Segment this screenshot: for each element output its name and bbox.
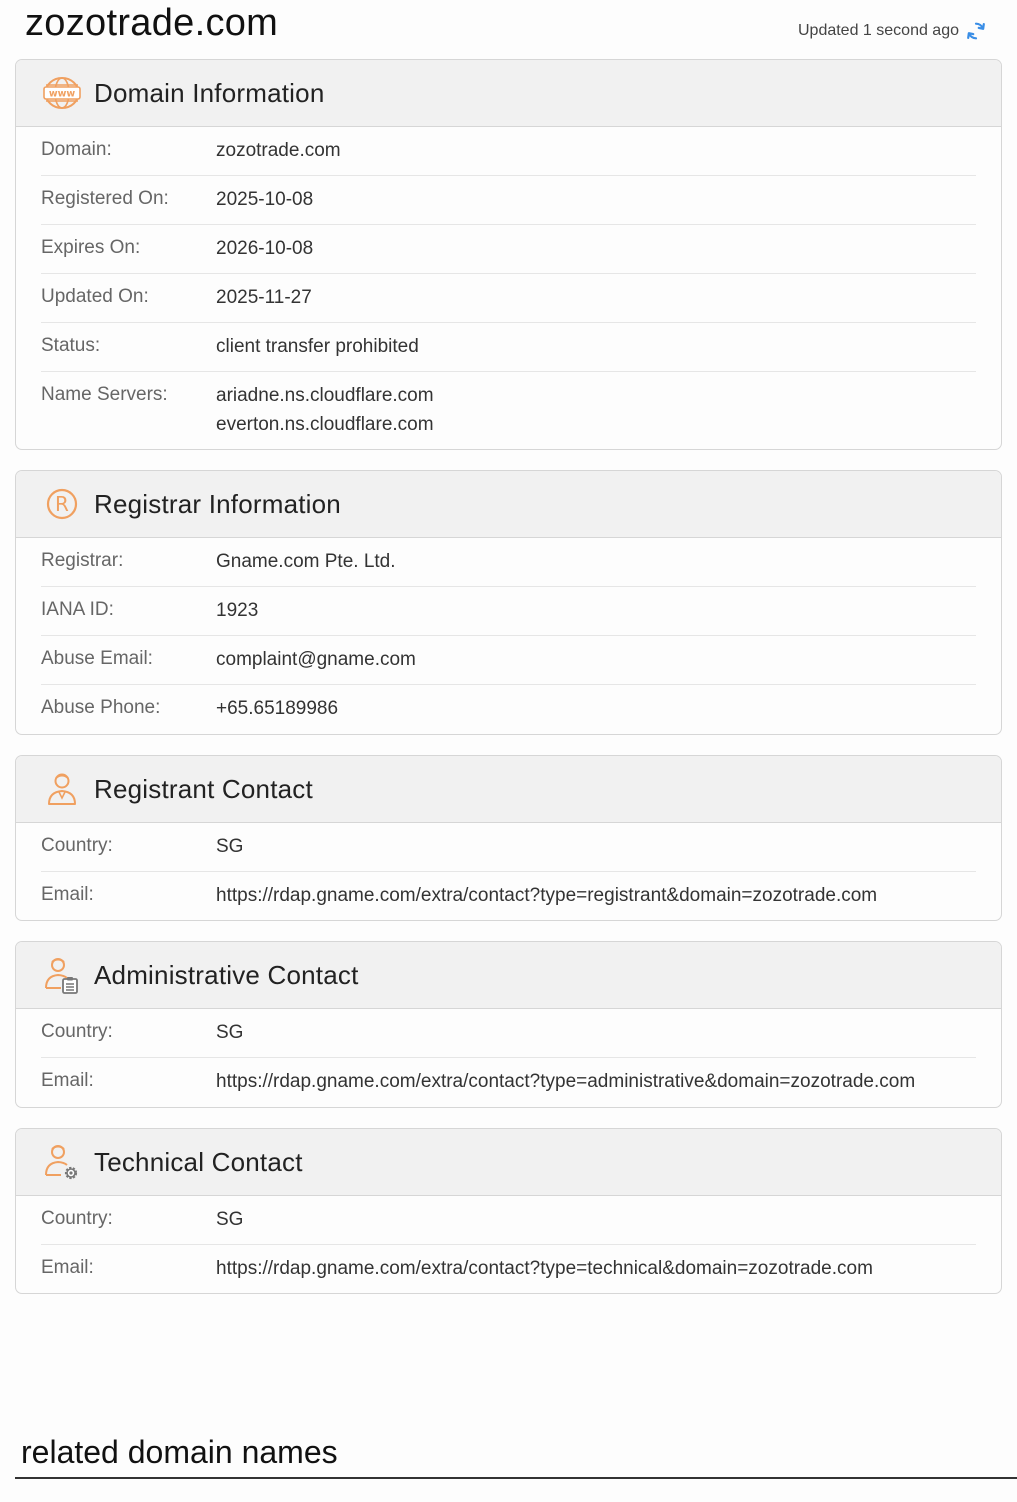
row-value: 1923 bbox=[216, 600, 259, 621]
info-row-abuse-email bbox=[41, 636, 976, 685]
card-body bbox=[16, 538, 1001, 734]
row-value: 2025-11-27 bbox=[216, 287, 312, 308]
row-label: Registrar: bbox=[41, 550, 124, 571]
row-value: SG bbox=[216, 1209, 244, 1230]
card-title: Registrant Contact bbox=[94, 773, 313, 804]
card-title: Registrar Information bbox=[94, 488, 341, 519]
row-label: Country: bbox=[41, 835, 113, 856]
row-label: Abuse Phone: bbox=[41, 697, 161, 718]
info-row-iana-id bbox=[41, 587, 976, 636]
svg-text:www: www bbox=[48, 88, 76, 100]
info-row-registrar bbox=[41, 538, 976, 587]
card-body bbox=[16, 1009, 1001, 1107]
info-row-registered-on bbox=[41, 176, 976, 225]
card-body bbox=[16, 127, 1001, 450]
info-row-domain bbox=[41, 127, 976, 176]
updated-status bbox=[798, 20, 987, 42]
row-label: Country: bbox=[41, 1208, 113, 1229]
row-label: Expires On: bbox=[41, 237, 141, 258]
info-row-country bbox=[41, 1196, 976, 1245]
person-icon bbox=[42, 769, 82, 809]
card-header bbox=[16, 471, 1001, 538]
info-row-country bbox=[41, 823, 976, 872]
name-server: everton.ns.cloudflare.com bbox=[216, 414, 434, 435]
section-divider bbox=[15, 1477, 1017, 1479]
row-value: 2025-10-08 bbox=[216, 189, 314, 210]
row-value: zozotrade.com bbox=[216, 140, 341, 161]
row-label: IANA ID: bbox=[41, 599, 114, 620]
info-row-email bbox=[41, 1245, 976, 1294]
card-title: Technical Contact bbox=[94, 1146, 303, 1177]
row-value: https://rdap.gname.com/extra/contact?type=registrant&domain=zozotrade.com bbox=[216, 885, 878, 906]
name-server: ariadne.ns.cloudflare.com bbox=[216, 385, 434, 406]
row-value: Gname.com Pte. Ltd. bbox=[216, 551, 396, 572]
page-title: zozotrade.com bbox=[25, 2, 279, 44]
page-header bbox=[0, 0, 1017, 52]
domain-information-card bbox=[15, 59, 1002, 450]
row-value: https://rdap.gname.com/extra/contact?type=technical&domain=zozotrade.com bbox=[216, 1258, 873, 1279]
info-row-expires-on bbox=[41, 225, 976, 274]
info-row-email bbox=[41, 872, 976, 921]
row-label: Email: bbox=[41, 884, 94, 905]
card-body bbox=[16, 823, 1001, 921]
registrant-contact-card bbox=[15, 755, 1002, 921]
row-value: https://rdap.gname.com/extra/contact?type=administrative&domain=zozotrade.com bbox=[216, 1071, 916, 1092]
registered-icon bbox=[42, 484, 82, 524]
related-domains-heading: related domain names bbox=[21, 1434, 338, 1470]
info-row-abuse-phone bbox=[41, 685, 976, 734]
updated-text: Updated 1 second ago bbox=[797, 22, 959, 39]
card-header bbox=[16, 1129, 1001, 1196]
card-body bbox=[16, 1196, 1001, 1294]
info-row-country bbox=[41, 1009, 976, 1058]
row-label: Country: bbox=[41, 1021, 113, 1042]
row-value: SG bbox=[216, 836, 244, 857]
registrar-information-card bbox=[15, 470, 1002, 735]
card-title: Domain Information bbox=[94, 77, 325, 108]
row-label: Email: bbox=[41, 1257, 94, 1278]
person-gear-icon bbox=[42, 1142, 82, 1182]
row-value: +65.65189986 bbox=[216, 698, 339, 719]
info-row-name-servers bbox=[41, 372, 976, 450]
name-servers-list bbox=[216, 381, 434, 439]
person-clipboard-icon bbox=[42, 955, 82, 995]
info-row-updated-on bbox=[41, 274, 976, 323]
card-header bbox=[16, 942, 1001, 1009]
row-value: 2026-10-08 bbox=[216, 238, 314, 259]
row-label: Name Servers: bbox=[41, 384, 168, 405]
row-label: Abuse Email: bbox=[41, 648, 153, 669]
card-header bbox=[16, 756, 1001, 823]
www-globe-icon bbox=[42, 73, 82, 113]
row-value: complaint@gname.com bbox=[216, 649, 416, 670]
row-value: SG bbox=[216, 1022, 244, 1043]
card-title: Administrative Contact bbox=[94, 959, 359, 990]
info-row-email bbox=[41, 1058, 976, 1107]
row-label: Registered On: bbox=[41, 188, 169, 209]
info-row-status bbox=[41, 323, 976, 372]
svg-text:R: R bbox=[55, 492, 69, 516]
row-label: Domain: bbox=[41, 139, 112, 160]
administrative-contact-card bbox=[15, 941, 1002, 1108]
technical-contact-card bbox=[15, 1128, 1002, 1294]
row-label: Email: bbox=[41, 1070, 94, 1091]
row-label: Status: bbox=[41, 335, 101, 356]
row-value: client transfer prohibited bbox=[216, 336, 419, 357]
refresh-icon[interactable] bbox=[965, 20, 987, 42]
card-header bbox=[16, 60, 1001, 127]
row-label: Updated On: bbox=[41, 286, 149, 307]
